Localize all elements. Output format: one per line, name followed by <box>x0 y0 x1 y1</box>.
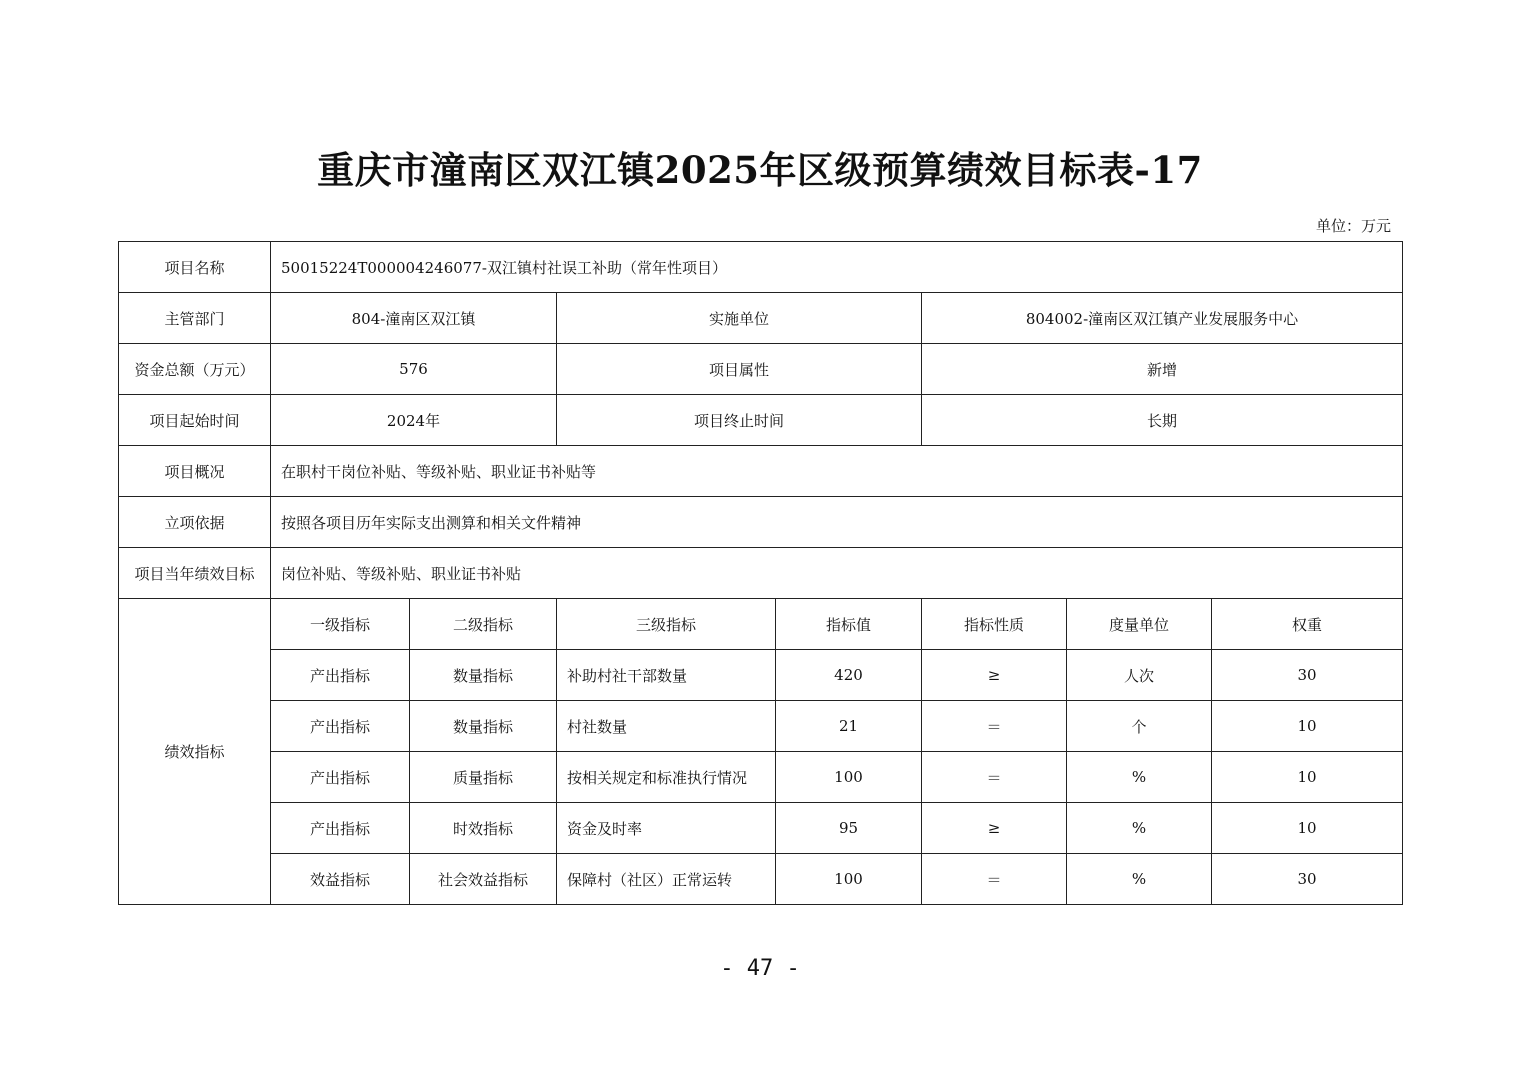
unit-label: 单位：万元 <box>1315 217 1391 235</box>
perf-cell: % <box>1067 752 1212 803</box>
perf-cell: ＝ <box>922 701 1067 752</box>
perf-header-cell: 度量单位 <box>1067 599 1212 650</box>
perf-cell: 420 <box>776 650 922 701</box>
perf-row <box>119 701 1403 752</box>
perf-cell: ＝ <box>922 752 1067 803</box>
perf-cell: 人次 <box>1067 650 1212 701</box>
row-project-name <box>119 242 1403 293</box>
attr-value: 新增 <box>922 344 1403 395</box>
page-number: - 47 - <box>720 956 800 981</box>
perf-row <box>119 752 1403 803</box>
perf-cell: 保障村（社区）正常运转 <box>557 854 776 905</box>
row-period <box>119 395 1403 446</box>
perf-cell: 10 <box>1212 752 1403 803</box>
perf-row <box>119 650 1403 701</box>
fund-label: 资金总额（万元） <box>119 344 271 395</box>
perf-header-cell: 指标性质 <box>922 599 1067 650</box>
perf-row <box>119 803 1403 854</box>
row-department <box>119 293 1403 344</box>
perf-label: 绩效指标 <box>119 599 271 905</box>
perf-cell: 按相关规定和标准执行情况 <box>557 752 776 803</box>
goal-value: 岗位补贴、等级补贴、职业证书补贴 <box>271 548 1403 599</box>
perf-header-cell: 权重 <box>1212 599 1403 650</box>
perf-cell: 30 <box>1212 854 1403 905</box>
perf-cell: 100 <box>776 752 922 803</box>
perf-cell: 21 <box>776 701 922 752</box>
budget-performance-table <box>118 241 1403 905</box>
end-value: 长期 <box>922 395 1403 446</box>
perf-cell: 村社数量 <box>557 701 776 752</box>
perf-cell: ＝ <box>922 854 1067 905</box>
perf-cell: % <box>1067 854 1212 905</box>
perf-cell: ≥ <box>922 650 1067 701</box>
perf-cell: % <box>1067 803 1212 854</box>
perf-cell: 资金及时率 <box>557 803 776 854</box>
perf-header-cell: 二级指标 <box>410 599 557 650</box>
basis-value: 按照各项目历年实际支出测算和相关文件精神 <box>271 497 1403 548</box>
perf-header-cell: 指标值 <box>776 599 922 650</box>
goal-label: 项目当年绩效目标 <box>119 548 271 599</box>
project-name-label: 项目名称 <box>119 242 271 293</box>
perf-cell: 时效指标 <box>410 803 557 854</box>
perf-cell: 数量指标 <box>410 701 557 752</box>
row-overview <box>119 446 1403 497</box>
perf-cell: 效益指标 <box>271 854 410 905</box>
overview-value: 在职村干岗位补贴、等级补贴、职业证书补贴等 <box>271 446 1403 497</box>
attr-label: 项目属性 <box>557 344 922 395</box>
perf-cell: 社会效益指标 <box>410 854 557 905</box>
perf-cell: 产出指标 <box>271 803 410 854</box>
overview-label: 项目概况 <box>119 446 271 497</box>
dept-label: 主管部门 <box>119 293 271 344</box>
end-label: 项目终止时间 <box>557 395 922 446</box>
perf-cell: ≥ <box>922 803 1067 854</box>
fund-value: 576 <box>271 344 557 395</box>
perf-row <box>119 854 1403 905</box>
perf-cell: 10 <box>1212 701 1403 752</box>
perf-header-cell: 一级指标 <box>271 599 410 650</box>
start-label: 项目起始时间 <box>119 395 271 446</box>
page-title: 重庆市潼南区双江镇2025年区级预算绩效目标表-17 <box>317 148 1203 192</box>
perf-cell: 个 <box>1067 701 1212 752</box>
perf-header-row <box>119 599 1403 650</box>
perf-header-cell: 三级指标 <box>557 599 776 650</box>
basis-label: 立项依据 <box>119 497 271 548</box>
impl-label: 实施单位 <box>557 293 922 344</box>
perf-cell: 质量指标 <box>410 752 557 803</box>
perf-cell: 30 <box>1212 650 1403 701</box>
perf-cell: 产出指标 <box>271 701 410 752</box>
perf-cell: 产出指标 <box>271 650 410 701</box>
row-basis <box>119 497 1403 548</box>
row-goal <box>119 548 1403 599</box>
perf-cell: 100 <box>776 854 922 905</box>
perf-cell: 10 <box>1212 803 1403 854</box>
project-name-value: 50015224T000004246077-双江镇村社误工补助（常年性项目） <box>271 242 1403 293</box>
perf-cell: 产出指标 <box>271 752 410 803</box>
perf-cell: 95 <box>776 803 922 854</box>
perf-cell: 补助村社干部数量 <box>557 650 776 701</box>
perf-cell: 数量指标 <box>410 650 557 701</box>
row-fund <box>119 344 1403 395</box>
start-value: 2024年 <box>271 395 557 446</box>
impl-value: 804002-潼南区双江镇产业发展服务中心 <box>922 293 1403 344</box>
dept-value: 804-潼南区双江镇 <box>271 293 557 344</box>
